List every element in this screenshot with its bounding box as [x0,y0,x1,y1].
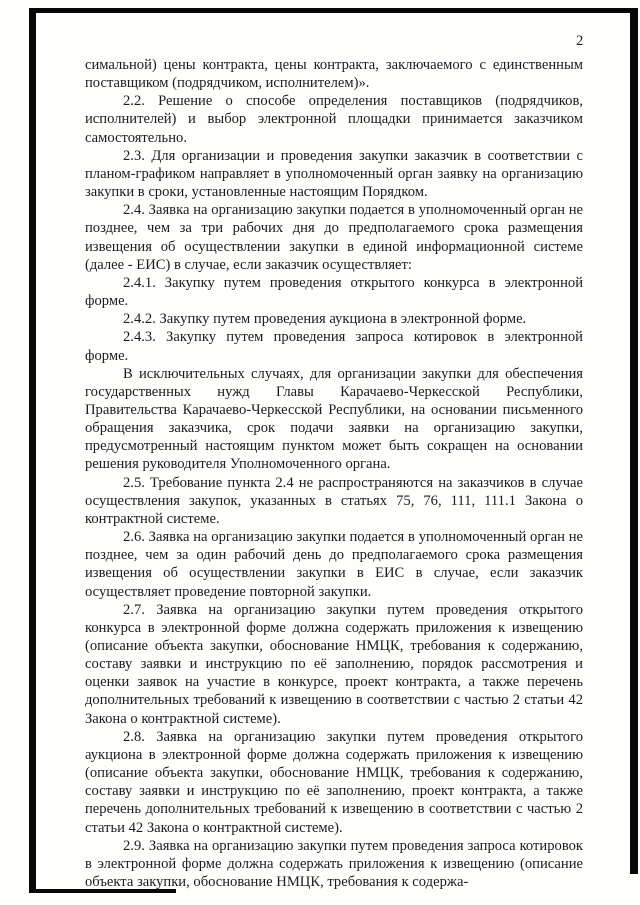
paragraph-exception-clause: В исключительных случаях, для организации закупки для обеспечения государственных нужд Главы Карачаево-Черкесской Республики, Правительства Карачаево-Черкесской Республики, на основании письменного обращения заказчика, срок подачи заявки на организацию закупки, предусмотренный настоящим пунктом может быть сокращен на основании решения руководителя Уполномоченного органа. [85,365,583,473]
paragraph-2-4-2: 2.4.2. Закупку путем проведения аукциона в электронной форме. [123,311,527,328]
paragraph-2-4-1: 2.4.1. Закупку путем проведения открытого конкурса в электронной форме. [85,274,583,310]
paragraph-2-4: 2.4. Заявка на организацию закупки подается в уполномоченный орган не позднее, чем за три рабочих дня до предполагаемого срока размещения извещения об осуществлении закупки в единой информационной системе (далее - ЕИС) в случае, если заказчик осуществляет: [85,202,583,273]
paragraph-2-3: 2.3. Для организации и проведения закупки заказчик в соответствии с планом-графиком направляет в уполномоченный орган заявку на организацию закупки в сроки, установленные настоящим Порядком. [85,147,583,201]
paragraph-2-9: 2.9. Заявка на организацию закупки путем проведения запроса котировок в электронной форме должна содержать приложения к извещению (описание объекта закупки, обоснование НМЦК, требования к содержа- [85,837,583,891]
paragraph-2-5: 2.5. Требование пункта 2.4 не распространяются на заказчиков в случае осуществления закупок, указанных в статьях 75, 76, 111, 111.1 Закона о контрактной системе. [85,474,583,527]
scan-edge-right [630,8,638,874]
scan-edge-top [32,8,637,13]
paragraph-continuation: симальной) цены контракта, цены контракта, заключаемого с единственным поставщиком (подрядчиком, исполнителем)». [85,57,583,92]
scan-edge-left [29,8,36,893]
document-text [85,56,583,891]
page-number: 2 [576,33,584,49]
paragraph-2-4-3: 2.4.3. Закупку путем проведения запроса котировок в электронной форме. [85,329,583,364]
paragraph-2-6: 2.6. Заявка на организацию закупки подается в уполномоченный орган не позднее, чем за один рабочий день до предполагаемого срока размещения извещения об осуществлении закупки в ЕИС в случае, если заказчик осуществляет проведение повторной закупки. [85,529,583,600]
paragraph-2-7: 2.7. Заявка на организацию закупки путем проведения открытого конкурса в электронной форме должна содержать приложения к извещению (описание объекта закупки, обоснование НМЦК, требования к содержанию, составу заявки и инструкцию по её заполнению, порядок рассмотрения и оценки заявок на участие в конкурсе, проект контракта, а также перечень дополнительных требований к извещению в соответствии с частью 2 статьи 42 Закона о контрактной системе). [85,601,583,727]
paragraph-2-2: 2.2. Решение о способе определения поставщиков (подрядчиков, исполнителей) и выбор электронной площадки принимается заказчиком самостоятельно. [85,93,583,146]
paragraph-2-8: 2.8. Заявка на организацию закупки путем проведения открытого аукциона в электронной форме должна содержать приложения к извещению (описание объекта закупки, обоснование НМЦК, требования к содержанию, составу заявки и инструкцию по её заполнению, проект контракта, а также перечень дополнительных требований к извещению в соответствии с частью 2 статьи 42 Закона о контрактной системе). [85,728,583,836]
